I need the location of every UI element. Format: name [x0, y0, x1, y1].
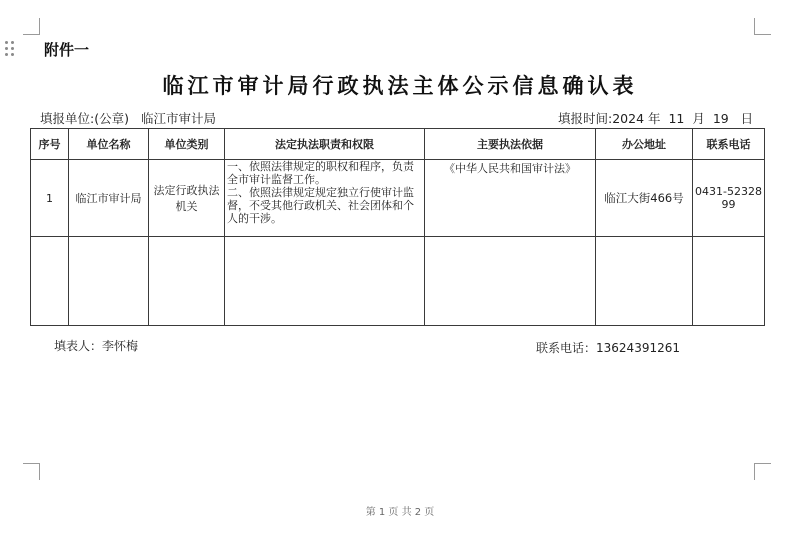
- contact-phone: 13624391261: [596, 341, 680, 355]
- cell-unit-category[interactable]: [149, 237, 225, 326]
- page-corner-mark-bottom-right: [754, 463, 771, 480]
- fill-unit-value: 临江市审计局: [140, 111, 216, 126]
- page-corner-mark-top-left: [23, 18, 40, 35]
- fill-time-line: [558, 109, 753, 127]
- page-corner-mark-top-right: [754, 18, 771, 35]
- fill-time-year: 2024: [612, 111, 645, 126]
- header-unit-name: 单位名称: [69, 129, 149, 160]
- fill-time-day: 19: [712, 111, 729, 126]
- filler-label: 填表人：: [54, 339, 103, 353]
- fill-unit-line: [40, 109, 216, 127]
- header-duties: 法定执法职责和权限: [225, 129, 425, 160]
- cell-phone[interactable]: [693, 237, 765, 326]
- drag-handle-icon[interactable]: [5, 41, 15, 57]
- cell-duties[interactable]: [225, 237, 425, 326]
- filler-name: 李怀梅: [102, 339, 139, 353]
- contact-line: [536, 339, 680, 356]
- cell-unit-name[interactable]: 临江市审计局: [69, 160, 149, 237]
- cell-unit-name[interactable]: [69, 237, 149, 326]
- table-row: [31, 237, 765, 326]
- cell-phone[interactable]: 0431-5232899: [693, 160, 765, 237]
- cell-no[interactable]: [31, 237, 69, 326]
- header-basis: 主要执法依据: [425, 129, 596, 160]
- table-row: [31, 160, 765, 237]
- fill-time-label: 填报时间:: [558, 111, 613, 126]
- page-corner-mark-bottom-left: [23, 463, 40, 480]
- fill-time-day-unit: 日: [740, 111, 754, 126]
- fill-time-month-unit: 月: [692, 111, 705, 126]
- fill-time-year-unit: 年: [648, 111, 661, 126]
- cell-duties[interactable]: [225, 160, 425, 237]
- cell-address[interactable]: [596, 237, 693, 326]
- cell-unit-category[interactable]: 法定行政执法机关: [149, 160, 225, 237]
- attachment-label: 附件一: [44, 41, 90, 59]
- document-title: 临江市审计局行政执法主体公示信息确认表: [162, 73, 638, 98]
- cell-address[interactable]: 临江大街466号: [596, 160, 693, 237]
- contact-label: 联系电话：: [536, 341, 597, 355]
- fill-unit-label: 填报单位:(公章): [40, 111, 129, 126]
- filler-line: [54, 337, 138, 354]
- page-footer: 第 1 页 共 2 页: [365, 507, 435, 518]
- cell-no[interactable]: 1: [31, 160, 69, 237]
- info-table: [30, 128, 765, 326]
- table-header-row: [31, 129, 765, 160]
- header-address: 办公地址: [596, 129, 693, 160]
- duties-text: 一、依照法律规定的职权和程序，负责全市审计监督工作。 二、依照法律规定规定独立行使审计监督，不受其他行政机关、社会团体和个人的干涉。: [227, 160, 414, 225]
- cell-basis[interactable]: [425, 237, 596, 326]
- cell-basis[interactable]: 《中华人民共和国审计法》: [425, 160, 596, 237]
- fill-time-month: 11: [668, 111, 685, 126]
- header-unit-category: 单位类别: [149, 129, 225, 160]
- header-phone: 联系电话: [693, 129, 765, 160]
- header-no: 序号: [31, 129, 69, 160]
